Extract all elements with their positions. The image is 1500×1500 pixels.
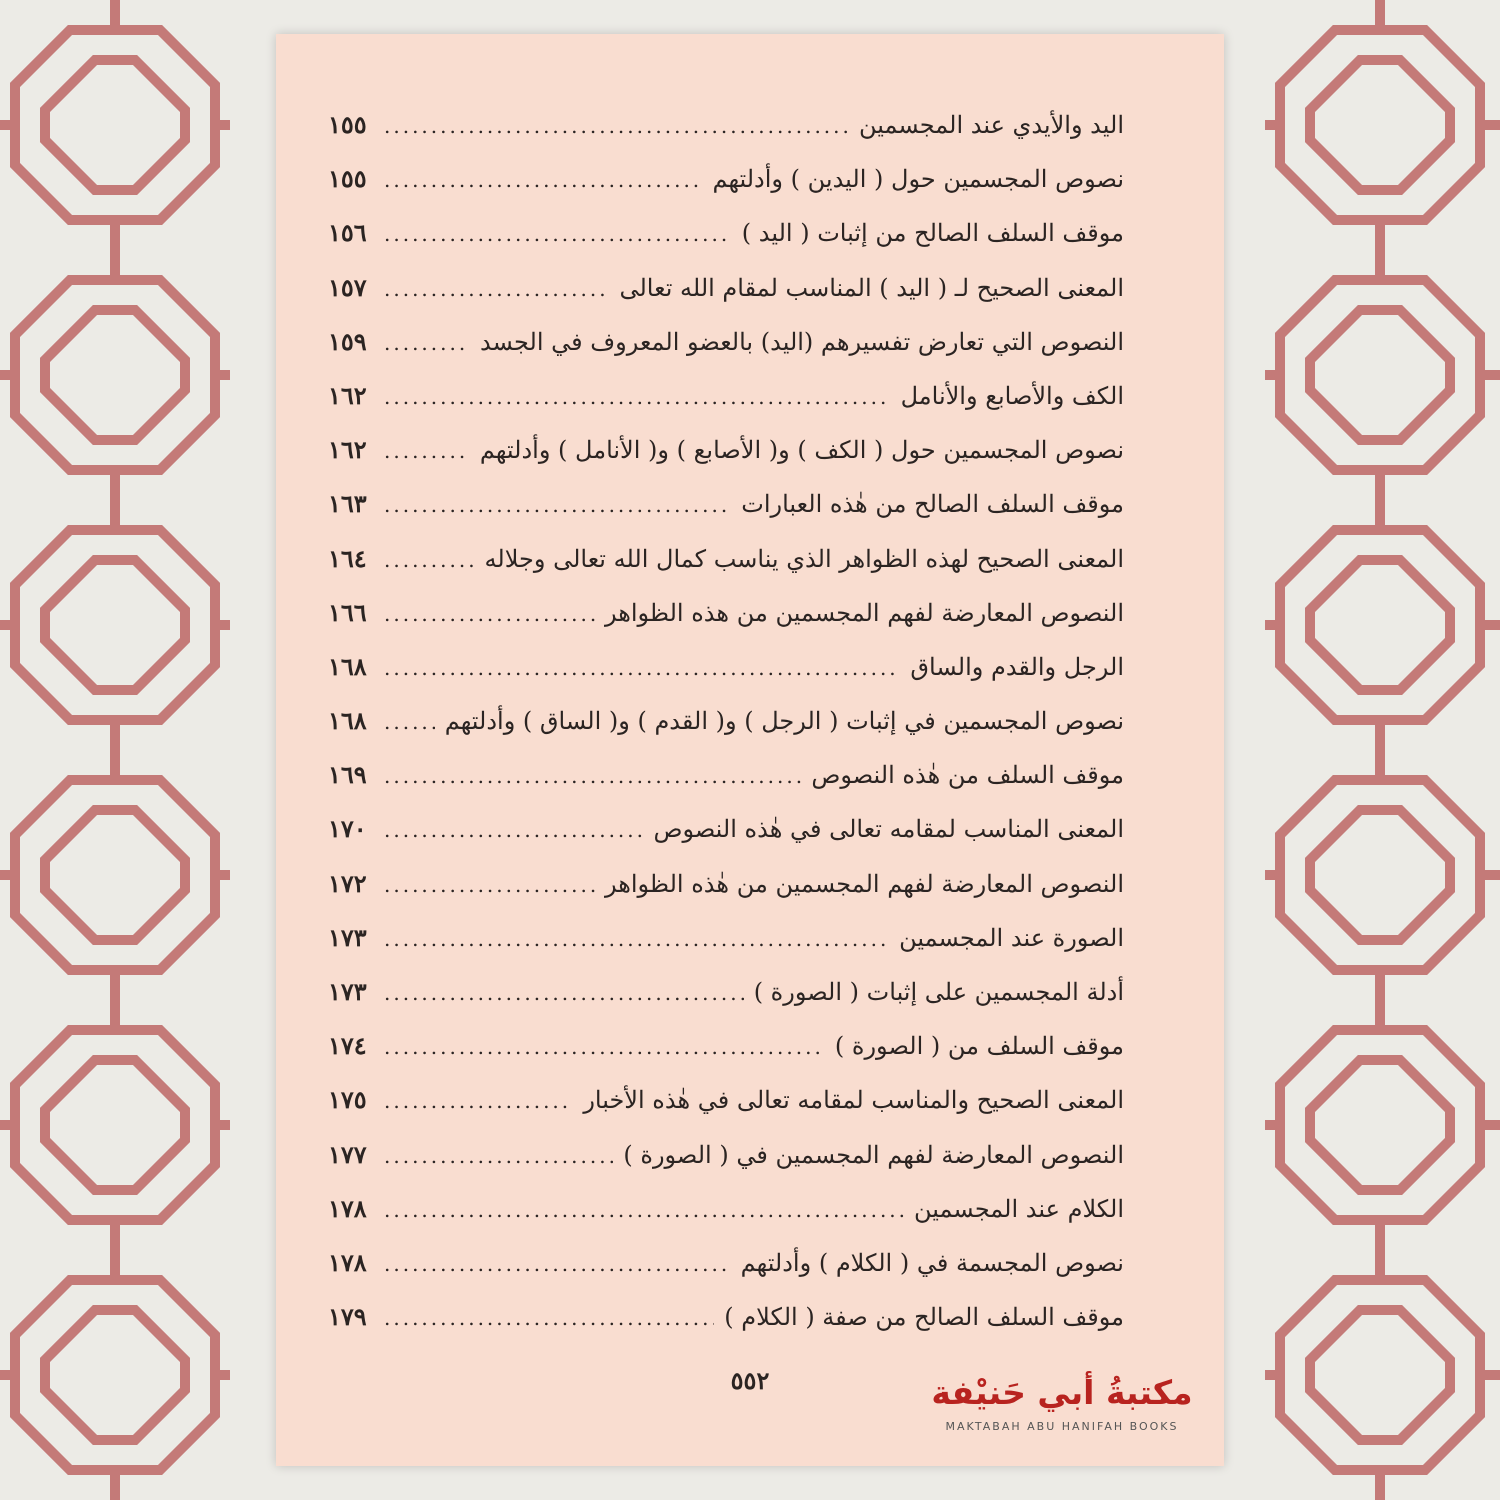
toc-entry-title: موقف السلف الصالح من صفة ( الكلام )	[724, 1303, 1124, 1332]
toc-entry-page: ١٧٩	[328, 1302, 367, 1332]
toc-dot-leader	[384, 1035, 825, 1059]
toc-dot-leader	[384, 222, 732, 246]
toc-dot-leader	[384, 656, 900, 680]
toc-entry-page: ١٦٤	[328, 543, 367, 573]
toc-dot-leader	[384, 818, 643, 842]
toc-entry-title: النصوص المعارضة لفهم المجسمين من هٰذه الظواهر	[604, 869, 1124, 898]
toc-entry-page: ١٧٢	[328, 868, 367, 898]
toc-entry-title: الرجل والقدم والساق	[910, 652, 1124, 681]
toc-entry-title: موقف السلف من هٰذه النصوص	[811, 761, 1124, 790]
toc-entry-page: ١٧٨	[328, 1247, 367, 1277]
toc-entry	[328, 923, 1124, 977]
toc-dot-leader	[384, 602, 595, 626]
publisher-logo	[930, 1372, 1194, 1433]
toc-entry-title: نصوص المجسمين حول ( اليدين ) وأدلتهم	[712, 165, 1124, 194]
toc-entry-page: ١٧٠	[328, 814, 367, 844]
toc-entry-title: المعنى الصحيح لهذه الظواهر الذي يناسب كمال الله تعالى وجلاله	[484, 544, 1124, 573]
geometric-pattern-right	[1265, 0, 1500, 1500]
toc-entry-page: ١٦٩	[328, 760, 367, 790]
toc-dot-leader	[384, 168, 702, 192]
page-number: ٥٥٢	[730, 1366, 770, 1395]
toc-entry-title: المعنى الصحيح والمناسب لمقامه تعالى في هٰذه الأخبار	[583, 1086, 1124, 1115]
toc-entry	[328, 598, 1124, 652]
toc-entry-title: موقف السلف الصالح من إثبات ( اليد )	[741, 219, 1124, 248]
toc-entry-page: ١٦٢	[328, 435, 367, 465]
toc-entry	[328, 869, 1124, 923]
toc-entry-title: النصوص المعارضة لفهم المجسمين في ( الصورة )	[623, 1140, 1124, 1169]
toc-dot-leader	[384, 385, 891, 409]
toc-dot-leader	[384, 873, 595, 897]
toc-entry	[328, 1194, 1124, 1248]
toc-dot-leader	[384, 548, 475, 572]
toc-entry	[328, 544, 1124, 598]
toc-dot-leader	[384, 439, 470, 463]
toc-entry-page: ١٥٥	[328, 164, 367, 194]
logo-english-text: MAKTABAH ABU HANIFAH BOOKS	[945, 1420, 1179, 1433]
toc-entry-title: النصوص التي تعارض تفسيرهم (اليد) بالعضو المعروف في الجسد	[480, 327, 1124, 356]
toc-dot-leader	[384, 277, 609, 301]
toc-entry	[328, 760, 1124, 814]
logo-arabic-text: مكتبةُ أبي حَنيْفة	[931, 1373, 1193, 1412]
toc-entry-title: نصوص المجسمين في إثبات ( الرجل ) و( القدم ) و( الساق ) وأدلتهم	[444, 707, 1124, 736]
toc-dot-leader	[384, 1089, 573, 1113]
toc-entry	[328, 327, 1124, 381]
toc-entry	[328, 1302, 1124, 1356]
toc-entry-page: ١٦٨	[328, 651, 367, 681]
toc-entry-title: الكلام عند المجسمين	[914, 1194, 1124, 1223]
table-of-contents	[328, 110, 1124, 1356]
toc-entry-title: المعنى الصحيح لـ ( اليد ) المناسب لمقام الله تعالى	[619, 273, 1124, 302]
geometric-pattern-left	[0, 0, 230, 1500]
toc-entry-page: ١٥٧	[328, 272, 367, 302]
book-page	[276, 34, 1224, 1466]
toc-entry-page: ١٧٣	[328, 922, 367, 952]
toc-entry	[328, 218, 1124, 272]
toc-dot-leader	[384, 1306, 714, 1330]
toc-entry	[328, 977, 1124, 1031]
toc-entry	[328, 110, 1124, 164]
toc-entry	[328, 814, 1124, 868]
toc-dot-leader	[384, 1198, 904, 1222]
toc-entry-title: نصوص المجسمين حول ( الكف ) و( الأصابع ) و( الأنامل ) وأدلتهم	[479, 436, 1124, 465]
toc-entry-title: الكف والأصابع والأنامل	[900, 381, 1124, 410]
toc-entry-title: الصورة عند المجسمين	[899, 923, 1124, 952]
toc-entry	[328, 1085, 1124, 1139]
toc-entry	[328, 164, 1124, 218]
toc-entry-page: ١٧٨	[328, 1193, 367, 1223]
toc-entry-page: ١٧٥	[328, 1085, 367, 1115]
toc-entry-title: أدلة المجسمين على إثبات ( الصورة )	[753, 978, 1124, 1006]
toc-dot-leader	[384, 981, 744, 1005]
toc-entry	[328, 706, 1124, 760]
toc-entry	[328, 1031, 1124, 1085]
toc-entry-page: ١٧٣	[328, 977, 367, 1006]
toc-entry-title: النصوص المعارضة لفهم المجسمين من هذه الظواهر	[604, 598, 1124, 627]
toc-entry	[328, 273, 1124, 327]
toc-dot-leader	[384, 927, 889, 951]
toc-entry	[328, 489, 1124, 543]
toc-dot-leader	[384, 1144, 613, 1168]
toc-entry	[328, 652, 1124, 706]
toc-entry-title: موقف السلف من ( الصورة )	[834, 1032, 1124, 1061]
toc-entry-page: ١٥٦	[328, 218, 367, 248]
toc-entry-page: ١٦٣	[328, 489, 367, 519]
toc-entry	[328, 435, 1124, 489]
toc-entry-title: اليد والأيدي عند المجسمين	[858, 111, 1124, 139]
toc-dot-leader	[384, 493, 731, 517]
toc-entry-page: ١٦٢	[328, 380, 367, 410]
toc-dot-leader	[384, 1252, 731, 1276]
toc-dot-leader	[384, 114, 849, 138]
toc-dot-leader	[384, 331, 470, 355]
toc-entry-page: ١٦٦	[328, 597, 367, 627]
toc-entry-page: ١٥٥	[328, 110, 367, 139]
toc-entry-page: ١٧٤	[328, 1031, 367, 1061]
toc-entry	[328, 1140, 1124, 1194]
toc-entry-page: ١٧٧	[328, 1139, 367, 1169]
toc-entry	[328, 381, 1124, 435]
toc-entry-title: نصوص المجسمة في ( الكلام ) وأدلتهم	[740, 1248, 1124, 1277]
toc-dot-leader	[384, 710, 435, 734]
toc-entry-page: ١٥٩	[328, 326, 367, 356]
toc-entry-title: المعنى المناسب لمقامه تعالى في هٰذه النصوص	[653, 815, 1124, 844]
toc-entry-page: ١٦٨	[328, 706, 367, 736]
toc-dot-leader	[384, 764, 801, 788]
toc-entry	[328, 1248, 1124, 1302]
toc-entry-title: موقف السلف الصالح من هٰذه العبارات	[741, 490, 1124, 519]
